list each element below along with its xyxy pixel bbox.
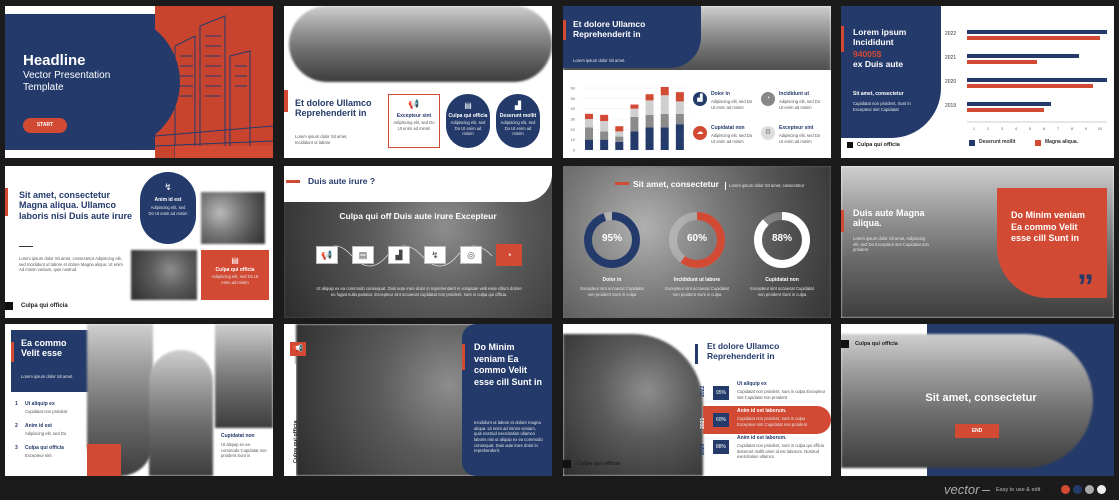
bar-segment-light: [676, 101, 684, 113]
slide-7-donuts[interactable]: Sit amet, consectetur Lorem ipsum dolor Sit amet, consectetur 95% 60% 88% Dolor in Excepteur sint occaecat Cupidatat non proident Sunt in culpa Incididunt ut labore Excepteur sint occaecat Cupidatat non proident Sunt in culpa Cupidatat non Excepteur sint occaecat Cupidatat non proident Sunt in culpa: [563, 166, 831, 318]
slide-3-title: Et dolore Ullamco Reprehenderit in: [573, 19, 646, 39]
y-tick-label: 0: [572, 147, 575, 153]
bar-segment-gray: [661, 114, 669, 127]
slide-2-body: Lorem ipsum dolor Sit amet, Incididunt ut labore: [295, 134, 348, 145]
process-connector-lines: [312, 236, 522, 276]
bar-segment-gray: [630, 117, 638, 131]
legend-navy-swatch: [969, 140, 975, 146]
legend-item-3: ☁ Cupidatat non Adipiscing elit, sed Do Ut enim ad minim: [693, 124, 759, 154]
stacked-bar-chart: [567, 84, 691, 156]
quote-text: Do Minim veniam Ea commo Velit esse cill Sunt in: [1011, 210, 1086, 244]
y-tick-label: 20: [570, 126, 575, 132]
slide-5-text-cards[interactable]: Sit amet, consectetur Magna aliqua. Ullamco laboris nisi Duis aute irure Lorem ipsum dolor Sit amet, consectetur Adipiscing elit, sed Incididunt ut labore et dolore Magna aliqua. Ut enim Ad minim veniam, quis nostrud. ↯ Anim id est Adipiscing elit, sed Do Ut enim ad minim ▤ Culpa qui officia Adipiscing elit, sed Do Ut enim ad minim Culpa qui officia: [5, 166, 273, 318]
bar-segment-light: [615, 131, 623, 136]
bar-segment-navy: [600, 140, 608, 150]
slide-4-title: Lorem ipsum Incididunt: [853, 27, 907, 47]
slide-3-chart[interactable]: Et dolore Ullamco Reprehenderit in Lorem ipsum dolor Sit amet. 60 50 40 30 20 10 0 ▟ Dolor in Adipiscing elit, sed Do Ut enim ad minim ◔ Incididunt ut Adipiscing elit, sed Do Ut enim ad minim ☁ Cupidatat non Adipiscing elit, sed Do Ut enim ad minim ⚙ Excepteur sint Adipiscing elit, sed Do Ut enim ad minim: [563, 6, 831, 158]
bar-segment-navy: [661, 127, 669, 150]
legend-item-2: ◔ Incididunt ut Adipiscing elit, sed Do Ut enim ad minim: [761, 90, 827, 120]
x-tick-label: 5: [1028, 126, 1032, 131]
end-button[interactable]: END: [955, 424, 999, 438]
color-swatch-gray: [1085, 485, 1094, 494]
bar-segment-gray: [600, 131, 608, 139]
chart-icon[interactable]: ▟: [388, 246, 410, 264]
chart-icon: ▟: [514, 101, 522, 110]
year-label: 2022: [945, 31, 957, 37]
donut-2-value: 60%: [686, 233, 707, 244]
clipboard-icon: ▤: [231, 256, 239, 265]
slide-1-title[interactable]: [5, 6, 273, 158]
slide-6-body: Ut aliquip ex ea commodo consequat. Duis aute irure dolor in reprehenderit in voluptate velit esse cillum dolore eu fugiat nulla pariatur. Excepteur sint occaecat cupidatat non proident, sunt in culpa qui officia.: [316, 286, 522, 297]
street-photo: [289, 6, 552, 82]
slide-12-end[interactable]: Culpa qui officia Sit amet, consectetur END: [841, 324, 1114, 476]
color-swatch-white: [1097, 485, 1106, 494]
slide-10-title: Do Minim veniam Ea commo Velit esse cill Sunt in: [474, 342, 543, 388]
bar-red: [967, 60, 1037, 64]
y-tick-label: 60: [570, 85, 575, 91]
bar-navy: [967, 54, 1079, 58]
timeline-pct-2: 60%: [713, 413, 729, 427]
bar-segment-red: [646, 94, 654, 100]
year-label: 2020: [945, 79, 957, 85]
bar-navy: [967, 78, 1107, 82]
gear-icon: ⚙: [761, 126, 775, 140]
bar-segment-navy: [646, 127, 654, 150]
slide-11-timeline[interactable]: Culpa qui officia Et dolore Ullamco Reprehenderit in 2022 95% Ut aliquip ex Cupidatat non proident, sunt in culpa Excepteur sint Cupidatat non proident 2021 60% Anim id est laborum. Cupidatat non proident, sunt in culpa Excepteur sint Cupidatat non proident 2020 88% Anim id est laborum. Cupidatat non proident, sunt in culpa qui officia deserunt mollit anim id est laborum. Nostrud exercitation ullamco: [563, 324, 831, 476]
bar-red: [967, 36, 1100, 40]
clipboard-icon[interactable]: ▤: [352, 246, 374, 264]
timeline-pct-1: 95%: [713, 386, 729, 400]
bar-segment-navy: [615, 142, 623, 150]
x-tick-label: 6: [1042, 126, 1046, 131]
color-swatch-red: [1061, 485, 1070, 494]
gauge-icon: ◔: [761, 92, 775, 106]
bar-segment-gray: [646, 115, 654, 127]
bar-segment-red: [585, 114, 593, 119]
x-tick-label: 9: [1084, 126, 1088, 131]
bar-segment-navy: [676, 124, 684, 150]
slide-5-title: Sit amet, consectetur Magna aliqua. Ullamco laboris nisi Duis aute irure: [19, 190, 133, 221]
bar-red: [967, 108, 1044, 112]
tagline: Easy to use & edit: [996, 487, 1041, 493]
trend-icon[interactable]: ↯: [424, 246, 446, 264]
card-anim[interactable]: ↯ Anim id est Adipiscing elit, sed Do Ut enim ad minim: [140, 172, 196, 244]
x-tick-label: 8: [1070, 126, 1074, 131]
bar-segment-navy: [585, 140, 593, 150]
year-label: 2021: [945, 55, 957, 61]
legend-red-swatch: [1035, 140, 1041, 146]
bar-segment-light: [661, 95, 669, 114]
start-button[interactable]: START: [23, 118, 67, 133]
feature-card-1[interactable]: 📢 Excepteur sint Adipiscing elit, sed Do Ut enim ad minim: [388, 94, 440, 148]
x-tick-label: 3: [1000, 126, 1004, 131]
clipboard-icon: ▤: [464, 101, 472, 110]
slide-9-title: Ea commo Velit esse: [21, 338, 67, 359]
brand-logo: vector: [944, 482, 980, 497]
vertical-label: Culpa qui officia: [292, 420, 299, 464]
bar-red: [967, 84, 1093, 88]
bar-navy: [967, 102, 1051, 106]
slide-2-features[interactable]: [284, 6, 552, 158]
slide-12-title: Sit amet, consectetur: [925, 392, 1037, 404]
bar-segment-light: [600, 121, 608, 131]
donut-1-value: 95%: [601, 233, 622, 244]
gauge-icon[interactable]: ◔: [496, 244, 522, 266]
donut-3-value: 88%: [771, 233, 792, 244]
slide-10-feature[interactable]: 📢 Culpa qui officia Do Minim veniam Ea commo Velit esse cill Sunt in Incididunt ut labore et dolore magna aliqua. Ut enim ad minim veniam, quis nostrud exercitation ullamco laboris nisi ut aliquip ex ea commodo consequat. Duis aute irure dolor in reprehenderit.: [284, 324, 552, 476]
x-tick-label: 10: [1097, 126, 1103, 131]
chart-icon: ▟: [693, 92, 707, 106]
bar-segment-red: [615, 126, 623, 131]
card-culpa[interactable]: ▤ Culpa qui officia Adipiscing elit, sed Do Ut enim ad minim: [201, 250, 269, 300]
feature-card-3[interactable]: ▟ Deserunt mollit Adipiscing elit, sed Do Ut enim ad minim: [496, 94, 540, 148]
timeline-pct-3: 88%: [713, 440, 729, 454]
feature-card-2[interactable]: ▤ Culpa qui officia Adipiscing elit, sed Do Ut enim ad minim: [446, 94, 490, 148]
year-label: 2019: [945, 103, 957, 109]
bar-segment-gray: [676, 114, 684, 124]
cloud-icon: ☁: [693, 126, 707, 140]
slide-9-list[interactable]: Ea commo Velit esse Lorem ipsum dolor Sit amet. Cupidatat non Ut aliquip ex ea commodo Cupidatat non proident Sunt in 1 Ut aliquip ex Cupidatat non proident 2 Anim id est Adipiscing elit, sed Do 3 Culpa qui officia Excepteur sint: [5, 324, 273, 476]
slide-4-horizontal-bars[interactable]: Lorem ipsum Incididunt 94005$ ex Duis aute Sit amet, consectetur Cupidatat non proident, Sunt in Excepteur sint Cupidatat Culpa qui officia 2022 2021 2020 2019 1 2 3 4 5 6 7 8 9 10 Deserunt mollit Magna aliqua.: [841, 6, 1114, 158]
slide-2-title: Et dolore Ullamco Reprehenderit in: [295, 98, 372, 119]
bar-segment-light: [585, 119, 593, 127]
slide-6-process[interactable]: [284, 166, 552, 318]
slide-6-title: Duis aute irure ?: [308, 176, 376, 186]
bar-segment-gray: [615, 137, 623, 142]
bar-segment-red: [600, 115, 608, 121]
slide-11-title: Et dolore Ullamco Reprehenderit in: [707, 341, 780, 361]
x-tick-label: 1: [972, 126, 976, 131]
bar-segment-red: [676, 92, 684, 101]
horizontal-bar-chart: [945, 24, 1111, 134]
color-swatch-navy: [1073, 485, 1082, 494]
chart-legend-items: [693, 90, 827, 156]
slide-6-subtitle: Culpa qui off Duis aute irure Excepteur: [339, 211, 497, 221]
bar-segment-red: [630, 105, 638, 109]
subtitle: Vector Presentation Template: [23, 70, 111, 93]
x-tick-label: 7: [1056, 126, 1060, 131]
target-icon[interactable]: ◎: [460, 246, 482, 264]
legend-item-4: ⚙ Excepteur sint Adipiscing elit, sed Do Ut enim ad minim: [761, 124, 827, 154]
slide-8-quote[interactable]: Duis aute Magna aliqua. Lorem ipsum dolor Sit amet, Adipiscing elit, sed Do Excepteur sint Cupidatat non proident Do Minim veniam Ea commo Velit esse cill Sunt in ”: [841, 166, 1114, 318]
megaphone-icon: 📢: [290, 342, 306, 356]
megaphone-icon[interactable]: 📢: [316, 246, 338, 264]
bar-segment-red: [661, 87, 669, 95]
megaphone-icon: 📢: [408, 99, 420, 109]
y-tick-label: 40: [570, 106, 575, 112]
slide-7-title: Sit amet, consectetur: [633, 179, 719, 189]
bar-segment-light: [630, 109, 638, 117]
bar-segment-navy: [630, 131, 638, 150]
legend-item-1: ▟ Dolor in Adipiscing elit, sed Do Ut enim ad minim: [693, 90, 759, 120]
y-tick-label: 10: [570, 137, 575, 143]
slide-8-title: Duis aute Magna aliqua.: [853, 208, 925, 229]
bar-navy: [967, 30, 1107, 34]
preview-footer: [0, 480, 1119, 500]
headline: Headline: [23, 52, 86, 69]
bar-segment-light: [646, 100, 654, 114]
y-tick-label: 50: [570, 95, 575, 101]
y-tick-label: 30: [570, 116, 575, 122]
x-tick-label: 4: [1014, 126, 1018, 131]
slide-5-body: Lorem ipsum dolor Sit amet, consectetur Adipiscing elit, sed Incididunt ut labore et dolore Magna aliqua. Ut enim Ad minim veniam, quis nostrud.: [19, 256, 123, 273]
trend-icon: ↯: [164, 182, 172, 192]
quote-mark-icon: ”: [1077, 268, 1094, 306]
highlight-number: 94005$: [853, 49, 882, 59]
bar-segment-gray: [585, 127, 593, 139]
x-tick-label: 2: [986, 126, 990, 131]
